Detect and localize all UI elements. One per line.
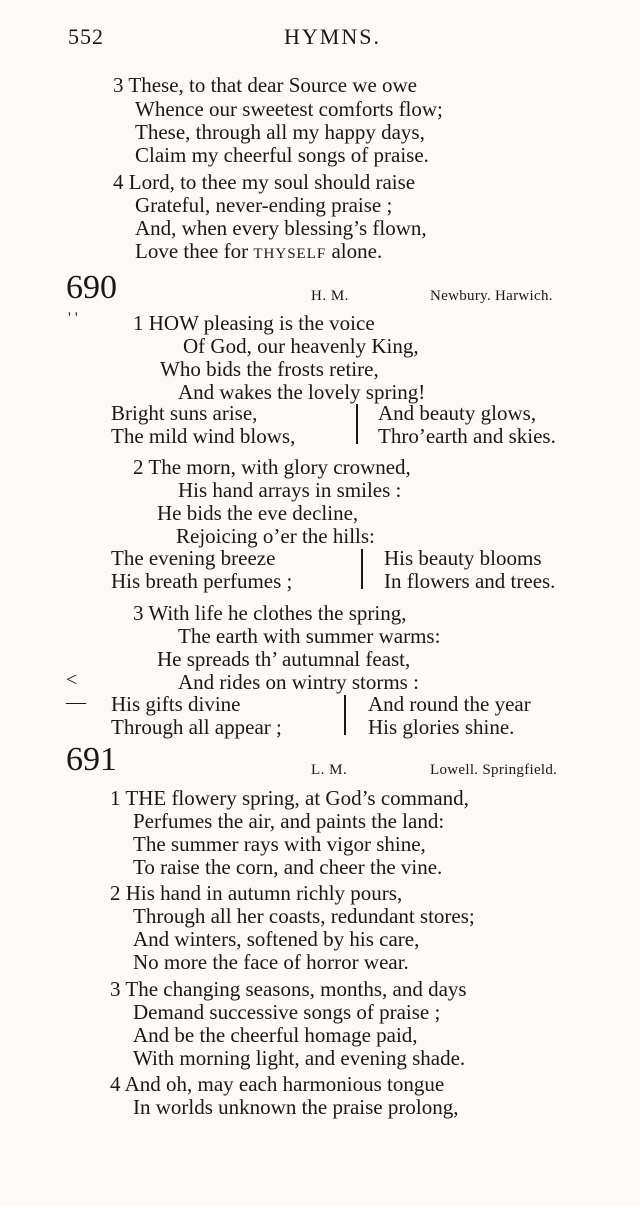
meter: L. M. bbox=[311, 762, 348, 778]
verse-line: 2 His hand in autumn richly pours, bbox=[110, 881, 403, 905]
verse-line: Love thee for thyself alone. bbox=[135, 239, 383, 263]
verse-line: The evening breeze bbox=[111, 546, 276, 570]
verse-line: Perfumes the air, and paints the land: bbox=[133, 809, 445, 833]
marginal-mark: — bbox=[66, 691, 86, 713]
verse-line: His hand arrays in smiles : bbox=[178, 478, 402, 502]
verse-line: And round the year bbox=[368, 692, 531, 716]
verse-line: 3 These, to that dear Source we owe bbox=[113, 73, 418, 97]
verse-line: These, through all my happy days, bbox=[135, 120, 425, 144]
verse-line: Grateful, never-ending praise ; bbox=[135, 193, 393, 217]
verse-line: His gifts divine bbox=[111, 692, 241, 716]
verse-line: Through all appear ; bbox=[111, 715, 282, 739]
verse-line: The summer rays with vigor shine, bbox=[133, 832, 426, 856]
verse-line: He spreads th’ autumnal feast, bbox=[157, 647, 411, 671]
verse-line: Rejoicing o’er the hills: bbox=[176, 524, 375, 548]
tune-names: Newbury. Harwich. bbox=[430, 288, 553, 304]
marginal-mark: < bbox=[66, 669, 78, 691]
running-title: HYMNS. bbox=[284, 24, 381, 49]
verse-line: Of God, our heavenly King, bbox=[183, 334, 419, 358]
verse-line: And wakes the lovely spring! bbox=[178, 380, 426, 404]
verse-line: 2 The morn, with glory crowned, bbox=[133, 455, 411, 479]
verse-line: 4 Lord, to thee my soul should raise bbox=[113, 170, 416, 194]
brace-divider bbox=[344, 695, 346, 735]
verse-line: And be the cheerful homage paid, bbox=[133, 1023, 418, 1047]
verse-line: He bids the eve decline, bbox=[157, 501, 359, 525]
verse-line: Whence our sweetest comforts flow; bbox=[135, 97, 443, 121]
hymn-number: 690 bbox=[66, 269, 117, 306]
verse-line: 1 HOW pleasing is the voice bbox=[133, 311, 375, 335]
brace-divider bbox=[361, 549, 363, 589]
verse-line: To raise the corn, and cheer the vine. bbox=[133, 855, 443, 879]
tune-names: Lowell. Springfield. bbox=[430, 762, 558, 778]
verse-line: 4 And oh, may each harmonious tongue bbox=[110, 1072, 445, 1096]
verse-line: The mild wind blows, bbox=[111, 424, 296, 448]
verse-line: And winters, softened by his care, bbox=[133, 927, 420, 951]
verse-line: His beauty blooms bbox=[384, 546, 542, 570]
hymn-number: 691 bbox=[66, 741, 117, 778]
marginal-mark: ' ' bbox=[68, 310, 78, 327]
brace-divider bbox=[356, 404, 358, 444]
verse-line: Who bids the frosts retire, bbox=[160, 357, 379, 381]
verse-line: The earth with summer warms: bbox=[178, 624, 441, 648]
verse-line: Claim my cheerful songs of praise. bbox=[135, 143, 429, 167]
verse-line: Thro’earth and skies. bbox=[378, 424, 556, 448]
verse-line: In flowers and trees. bbox=[384, 569, 556, 593]
verse-line: 3 The changing seasons, months, and days bbox=[110, 977, 467, 1001]
verse-line: No more the face of horror wear. bbox=[133, 950, 409, 974]
verse-line: With morning light, and evening shade. bbox=[133, 1046, 466, 1070]
verse-line: His breath perfumes ; bbox=[111, 569, 293, 593]
verse-line: Demand successive songs of praise ; bbox=[133, 1000, 441, 1024]
verse-line: And beauty glows, bbox=[378, 401, 537, 425]
verse-line: 1 THE flowery spring, at God’s command, bbox=[110, 786, 469, 810]
smallcaps-word: thyself bbox=[253, 239, 327, 263]
verse-line: And rides on wintry storms : bbox=[178, 670, 419, 694]
verse-line: Through all her coasts, redundant stores; bbox=[133, 904, 475, 928]
meter: H. M. bbox=[311, 288, 349, 304]
page-number: 552 bbox=[68, 24, 104, 49]
verse-line: And, when every blessing’s flown, bbox=[135, 216, 427, 240]
verse-line: Bright suns arise, bbox=[111, 401, 258, 425]
verse-line: His glories shine. bbox=[368, 715, 515, 739]
verse-line: In worlds unknown the praise prolong, bbox=[133, 1095, 459, 1119]
verse-line: 3 With life he clothes the spring, bbox=[133, 601, 407, 625]
